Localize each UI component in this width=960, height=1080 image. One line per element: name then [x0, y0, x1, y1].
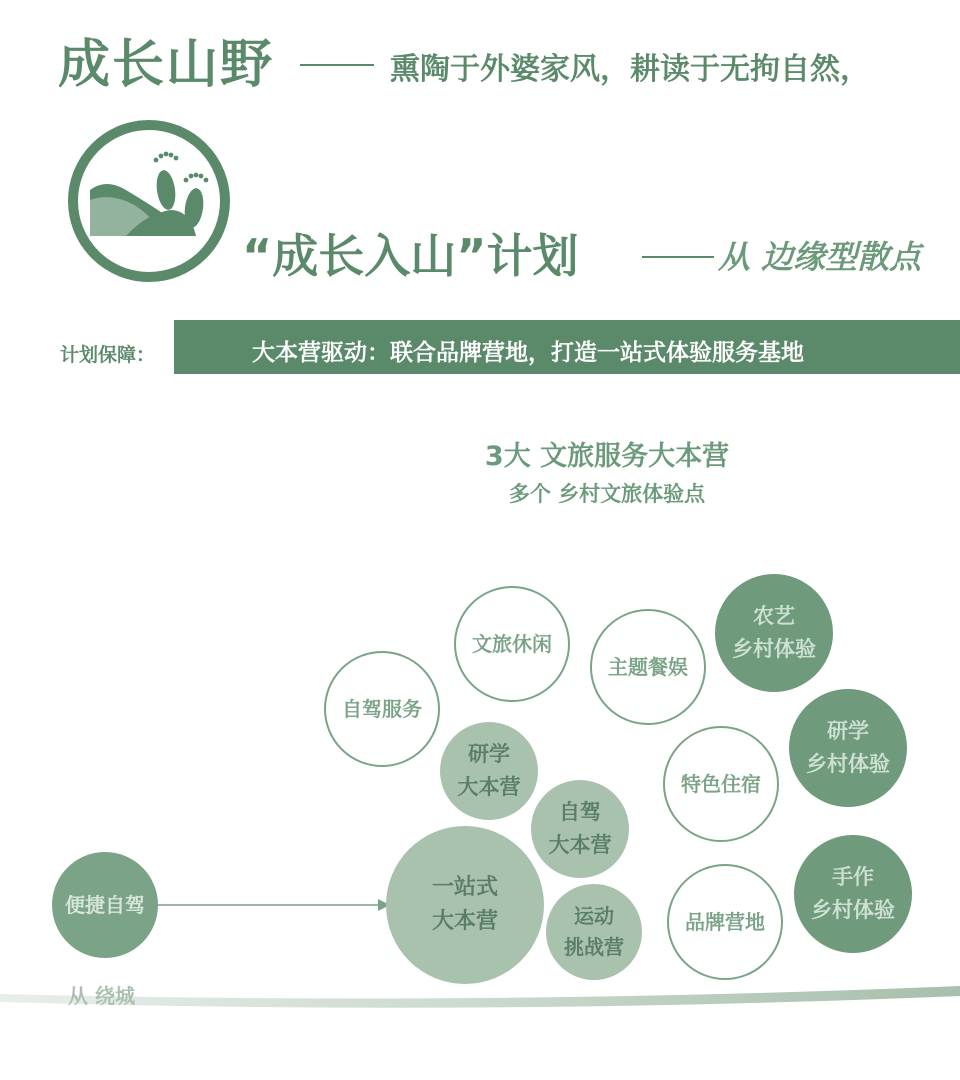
bubble-culture-leisure: 文旅休闲: [454, 586, 570, 702]
bubble-brand-camp: 品牌营地: [667, 864, 783, 980]
bubble-farm-art-village: 农艺 乡村体验: [715, 574, 833, 692]
guarantee-text: 大本营驱动：联合品牌营地，打造一站式体验服务基地: [252, 340, 804, 366]
from-ring-city-label: 从 绕城: [68, 984, 135, 1008]
bubble-sports-camp: 运动 挑战营: [546, 884, 642, 980]
guarantee-label: 计划保障：: [60, 344, 156, 366]
plan-dash-divider: [642, 256, 714, 258]
bubble-research-camp: 研学 大本营: [440, 722, 538, 820]
summary-camps: 3大 文旅服务大本营: [484, 441, 730, 472]
bubble-craft-village: 手作 乡村体验: [794, 835, 912, 953]
bubble-drive-camp: 自驾 大本营: [531, 780, 629, 878]
plan-title: “成长入山”计划: [242, 229, 579, 283]
bubble-self-drive-service: 自驾服务: [324, 651, 440, 767]
bubble-theme-dining: 主题餐娱: [590, 609, 706, 725]
hill-footprints-logo-icon: [66, 118, 232, 284]
plan-subtitle: 从 边缘型散点: [718, 238, 922, 276]
bubble-convenient-drive: 便捷自驾: [52, 852, 158, 958]
bubble-one-stop-camp: 一站式 大本营: [386, 826, 544, 984]
summary-experience-points: 多个 乡村文旅体验点: [508, 482, 706, 506]
page-subtitle: 熏陶于外婆家风，耕读于无拘自然，: [390, 52, 870, 87]
page-title: 成长山野: [58, 35, 275, 95]
bubble-research-village: 研学 乡村体验: [789, 689, 907, 807]
arrow-right-icon: [156, 893, 392, 917]
title-dash-divider: [300, 64, 374, 66]
road-swoosh-decoration: [0, 976, 960, 1016]
bubble-special-lodging: 特色住宿: [663, 726, 779, 842]
